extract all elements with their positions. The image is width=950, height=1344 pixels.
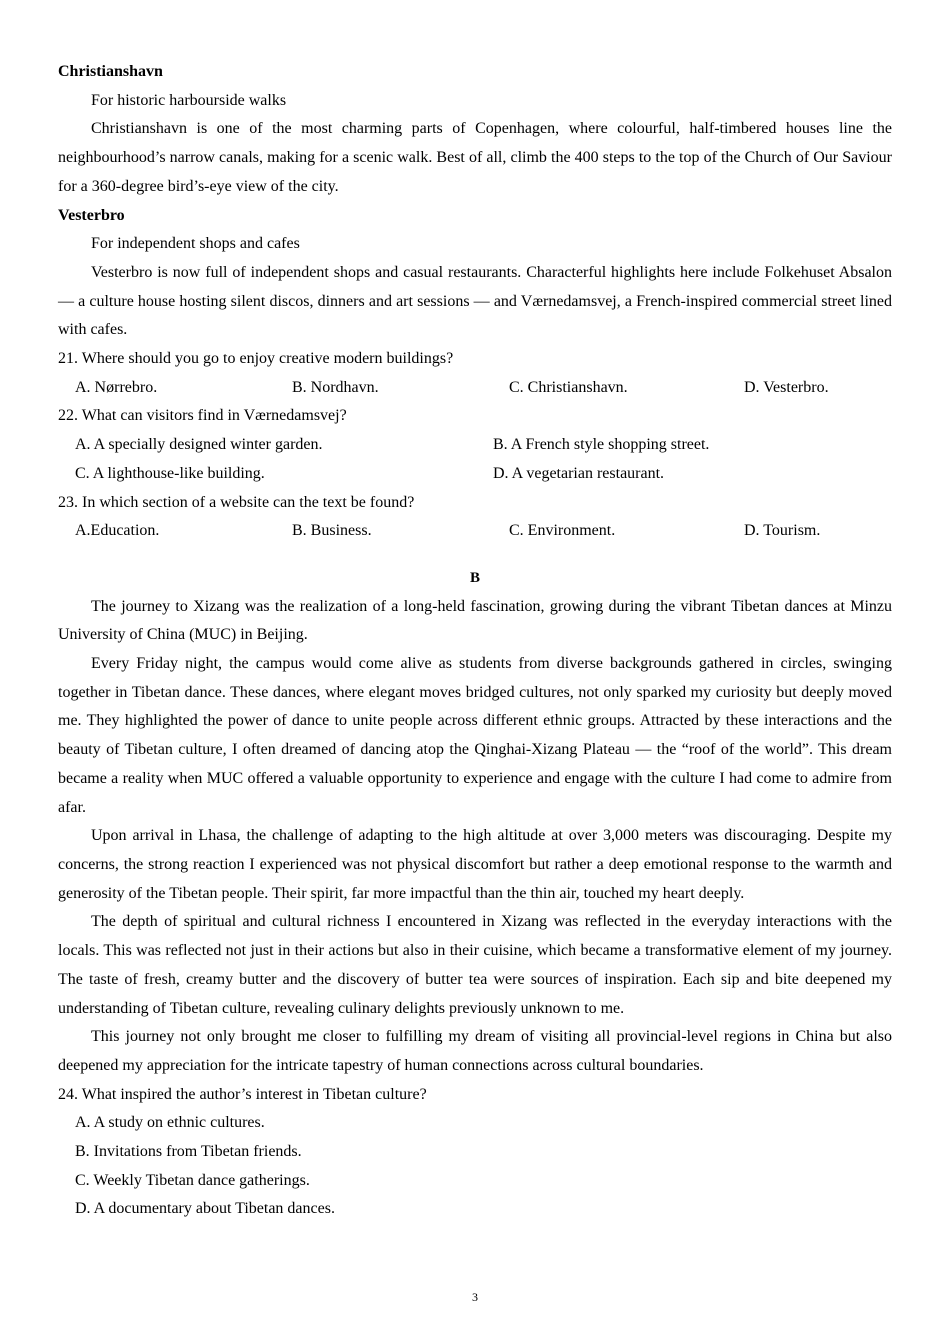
christianshavn-body: Christianshavn is one of the most charming parts of Copenhagen, where colourful, half-timbered houses line the neighbourhood’s narrow canals, making for a scenic walk. Best of all, climb the 400 steps to the top of the Church of Our Saviour for a 360-degree bird’s-eye view of the city. [58,120,892,195]
question-22-option-a: A. A specially designed winter garden. [75,436,323,454]
question-22-stem: 22. What can visitors find in Værnedamsvej? [58,407,347,425]
question-21-option-b: B. Nordhavn. [292,378,379,396]
question-21-option-d: D. Vesterbro. [744,378,829,396]
question-22-option-b: B. A French style shopping street. [493,436,710,454]
section-b-paragraph-2: Every Friday night, the campus would come alive as students from diverse backgrounds gathered in circles, swinging together in Tibetan dance. These dances, where elegant moves bridged cultures, not only sparked my curiosity but deeply moved me. They highlighted the power of dance to unite people across different ethnic groups. Attracted by these interactions and the beauty of Tibetan culture, I often dreamed of dancing atop the Qinghai-Xizang Plateau — the “roof of the world”. This dream became a reality when MUC offered a valuable opportunity to experience and engage with the culture I had come to admire from afar. [58,655,892,816]
section-b-paragraph-3: Upon arrival in Lhasa, the challenge of adapting to the high altitude at over 3,000 meters was discouraging. Despite my concerns, the strong reaction I experienced was not physical discomfort but rather a deep emotional response to the warmth and generosity of the Tibetan people. Their spirit, far more impactful than the thin air, touched my heart deeply. [58,827,892,902]
christianshavn-heading: Christianshavn [58,63,163,80]
question-24-stem: 24. What inspired the author’s interest in Tibetan culture? [58,1085,427,1103]
vesterbro-body: Vesterbro is now full of independent shops and casual restaurants. Characterful highlights here include Folkehuset Absalon — a culture house hosting silent discos, dinners and art sessions — and Værnedamsvej, a French-inspired commercial street lined with cafes. [58,263,892,339]
question-22-options-row-1 [58,431,892,460]
page-number: 3 [472,1290,478,1304]
question-24-option-c: C. Weekly Tibetan dance gatherings. [75,1171,310,1189]
vesterbro-subtitle: For independent shops and cafes [91,235,300,253]
question-22-option-c: C. A lighthouse-like building. [75,464,265,482]
question-22-option-d: D. A vegetarian restaurant. [493,464,665,482]
christianshavn-subtitle: For historic harbourside walks [91,91,287,109]
question-23-options [58,517,892,546]
question-21-option-a: A. Nørrebro. [75,378,158,396]
question-24-option-b: B. Invitations from Tibetan friends. [75,1143,302,1161]
question-23-option-b: B. Business. [292,522,372,540]
vesterbro-heading: Vesterbro [58,206,125,224]
section-b-paragraph-1: The journey to Xizang was the realization of a long-held fascination, growing during the vibrant Tibetan dances at Minzu University of China (MUC) in Beijing. [58,597,892,644]
section-b-paragraph-4: The depth of spiritual and cultural richness I encountered in Xizang was reflected in the everyday interactions with the locals. This was reflected not just in their actions but also in their cuisine, which became a transformative element of my journey. The taste of fresh, creamy butter and the discovery of butter tea were sources of inspiration. Each sip and bite deepened my understanding of Tibetan culture, revealing culinary delights previously unknown to me. [58,913,892,1017]
section-b-title: B [469,569,480,586]
question-22-options-row-2 [58,460,892,489]
question-24-option-d: D. A documentary about Tibetan dances. [75,1200,335,1218]
section-b-paragraph-5: This journey not only brought me closer to fulfilling my dream of visiting all provincial-level regions in China but also deepened my appreciation for the intricate tapestry of human connections across cultural boundaries. [58,1028,892,1074]
question-23-option-c: C. Environment. [509,522,616,540]
question-21-stem: 21. Where should you go to enjoy creative modern buildings? [58,350,454,368]
question-23-option-a: A.Education. [75,522,160,540]
question-23-stem: 23. In which section of a website can the text be found? [58,493,415,511]
question-21-options [58,374,892,403]
question-21-option-c: C. Christianshavn. [509,378,628,396]
question-24-option-a: A. A study on ethnic cultures. [75,1114,265,1132]
question-23-option-d: D. Tourism. [744,522,821,540]
document-page [58,58,892,1224]
